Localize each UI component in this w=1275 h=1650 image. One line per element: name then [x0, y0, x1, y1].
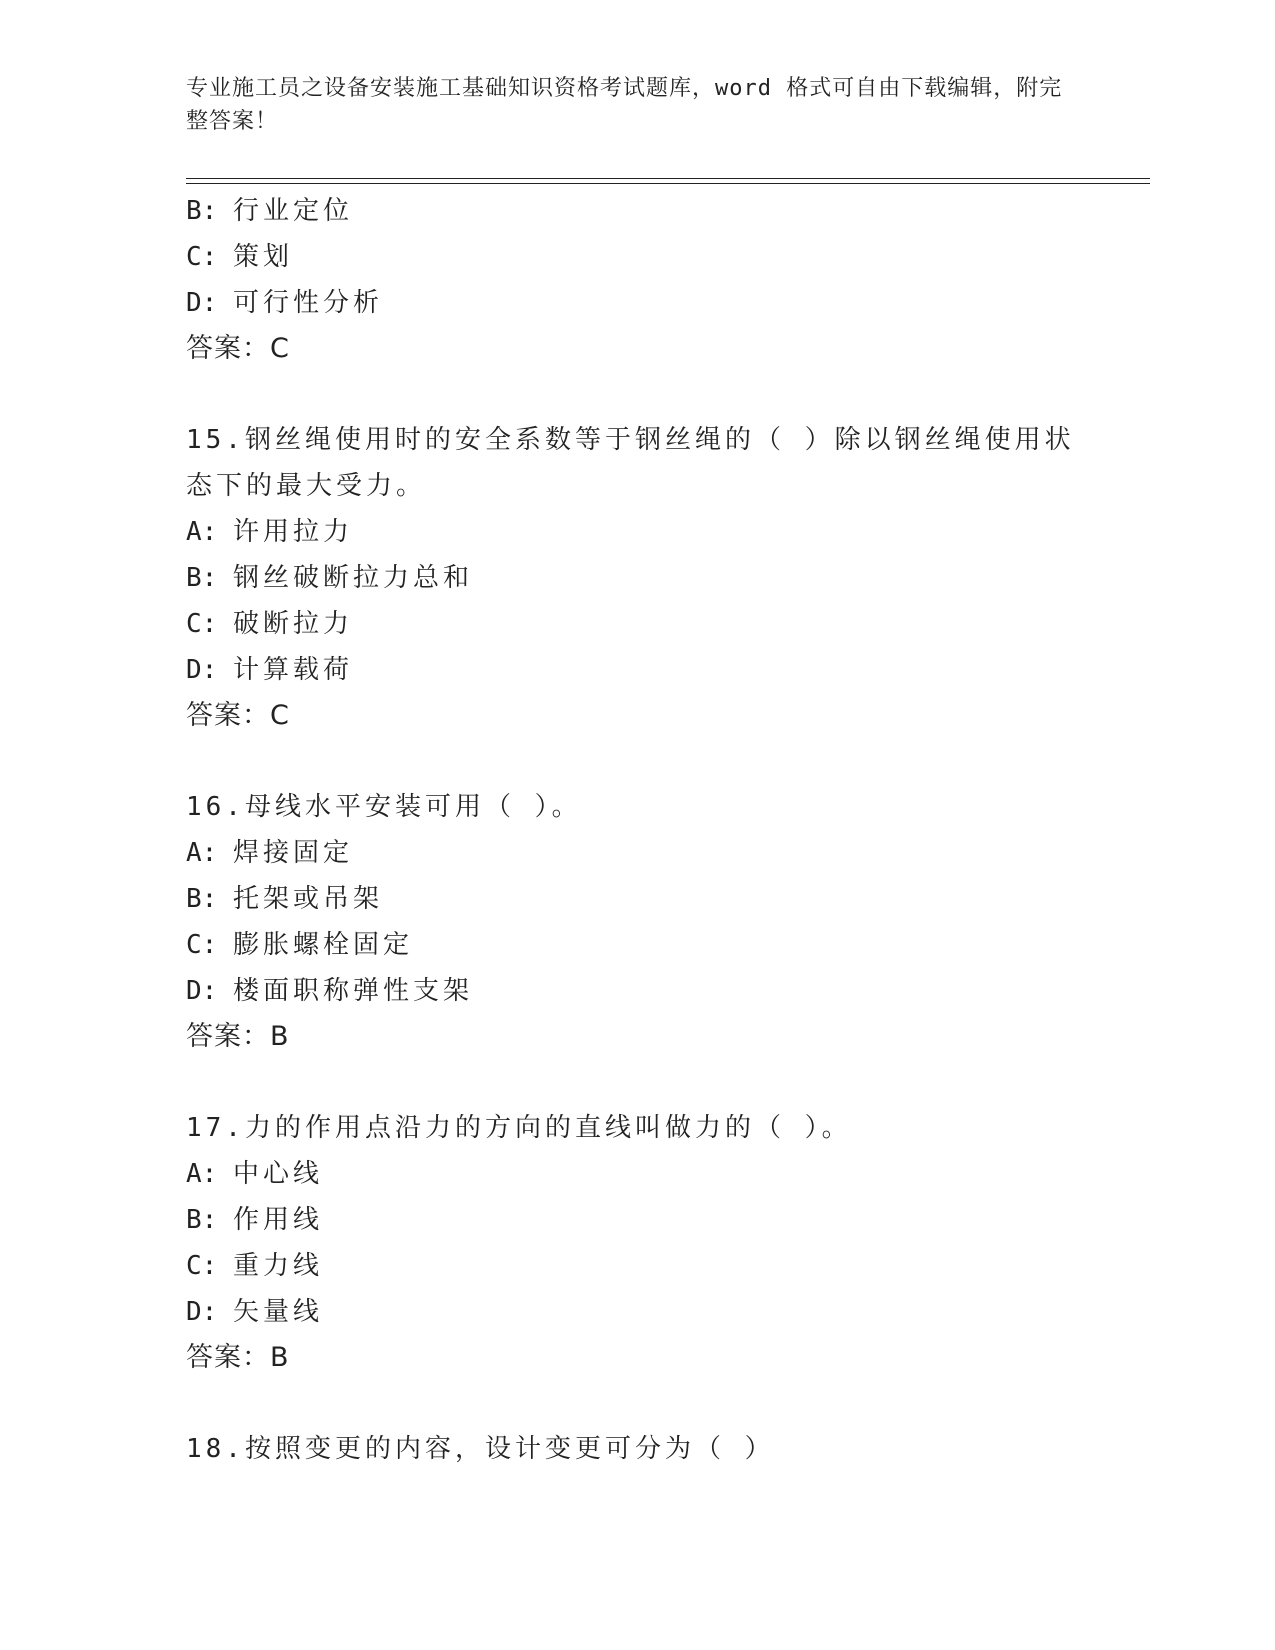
option-c: C: 膨胀螺栓固定: [186, 930, 413, 960]
question-list: [186, 188, 1086, 1472]
question-15: [186, 417, 1086, 739]
answer: 答案：B: [186, 1021, 290, 1052]
question-18: [186, 1426, 1086, 1472]
option-c: C: 策划: [186, 242, 293, 272]
option-b: B: 作用线: [186, 1205, 323, 1235]
document-header: 专业施工员之设备安装施工基础知识资格考试题库，word 格式可自由下载编辑，附完整答案！: [186, 76, 1063, 134]
option-c: C: 重力线: [186, 1251, 323, 1281]
question-stem: 16.母线水平安装可用（ ）。: [186, 792, 582, 822]
option-d: D: 矢量线: [186, 1297, 323, 1327]
answer: 答案：C: [186, 333, 290, 364]
header-divider-top: [186, 178, 1150, 179]
option-d: D: 楼面职称弹性支架: [186, 976, 473, 1006]
question-stem: 17.力的作用点沿力的方向的直线叫做力的（ ）。: [186, 1113, 852, 1143]
option-c: C: 破断拉力: [186, 609, 353, 639]
option-a: A: 许用拉力: [186, 517, 353, 547]
question-stem: 18.按照变更的内容，设计变更可分为（ ）: [186, 1434, 775, 1464]
option-d: D: 计算载荷: [186, 655, 353, 685]
question-14-continued: [186, 188, 1086, 372]
question-17: [186, 1105, 1086, 1381]
option-b: B: 钢丝破断拉力总和: [186, 563, 473, 593]
question-16: [186, 784, 1086, 1060]
header-divider-bottom: [186, 183, 1150, 184]
answer: 答案：B: [186, 1342, 290, 1373]
answer: 答案：C: [186, 700, 290, 731]
question-stem: 15.钢丝绳使用时的安全系数等于钢丝绳的（ ）除以钢丝绳使用状态下的最大受力。: [186, 425, 1075, 501]
option-b: B: 行业定位: [186, 196, 353, 226]
option-a: A: 焊接固定: [186, 838, 353, 868]
option-d: D: 可行性分析: [186, 288, 383, 318]
option-b: B: 托架或吊架: [186, 884, 383, 914]
option-a: A: 中心线: [186, 1159, 323, 1189]
